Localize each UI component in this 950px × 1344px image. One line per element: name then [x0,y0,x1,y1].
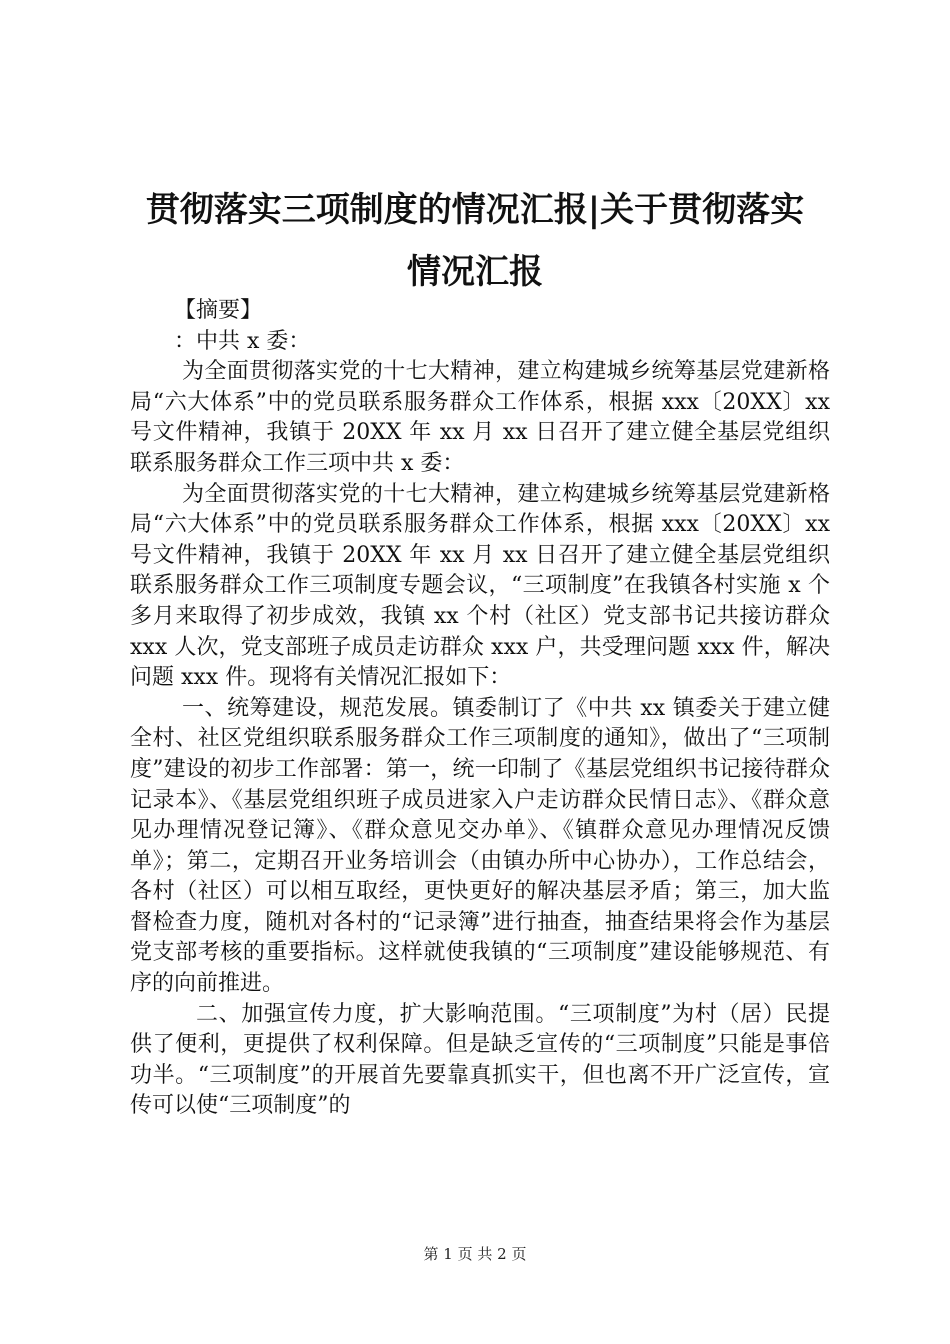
paragraph-3: 一、统筹建设，规范发展。镇委制订了《中共 xx 镇委关于建立健全村、社区党组织联系服务群众工作三项制度的通知》，做出了“三项制度”建设的初步工作部署：第一，统一印制了《基层党组织书记接待群众记录本》、《基层党组织班子成员进家入户走访群众民情日志》、《群众意见办理情况登记簿》、《群众意见交办单》、《镇群众意见办理情况反馈单》；第二，定期召开业务培训会（由镇办所中心协办），工作总结会，各村（社区）可以相互取经，更快更好的解决基层矛盾；第三，加大监督检查力度，随机对各村的“记录簿”进行抽查，抽查结果将会作为基层党支部考核的重要指标。这样就使我镇的“三项制度”建设能够规范、有序的向前推进。 [130,695,830,997]
paragraph-1: 为全面贯彻落实党的十七大精神，建立构建城乡统筹基层党建新格局“六大体系”中的党员联系服务群众工作体系，根据 xxx〔20XX〕xx 号文件精神，我镇于 20XX 年 xx 月 xx 日召开了建立健全基层党组织联系服务群众工作三项中共 x 委： [130,359,830,476]
greeting: ：中共 x 委： [174,328,311,354]
document-title-line1: 贯彻落实三项制度的情况汇报|关于贯彻落实 [145,190,805,230]
document-body [130,296,830,1122]
summary-label: 【摘要】 [174,298,263,323]
page-footer: 第 1 页 共 2 页 [423,1245,527,1263]
paragraph-4: 二、加强宣传力度，扩大影响范围。“三项制度”为村（居）民提供了便利，更提供了权利保障。但是缺乏宣传的“三项制度”只能是事倍功半。“三项制度”的开展首先要靠真抓实干，但也离不开广泛宣传，宣传可以使“三项制度”的 [130,1001,830,1119]
paragraph-2: 为全面贯彻落实党的十七大精神，建立构建城乡统筹基层党建新格局“六大体系”中的党员联系服务群众工作体系，根据 xxx〔20XX〕xx 号文件精神，我镇于 20XX 年 xx 月 xx 日召开了建立健全基层党组织联系服务群众工作三项制度专题会议，“三项制度”在我镇各村实施 x 个多月来取得了初步成效，我镇 xx 个村（社区）党支部书记共接访群众 xxx 人次，党支部班子成员走访群众 xxx 户，共受理问题 xxx 件，解决问题 xxx 件。现将有关情况汇报如下： [130,481,830,691]
document-title-line2: 情况汇报 [407,252,543,292]
